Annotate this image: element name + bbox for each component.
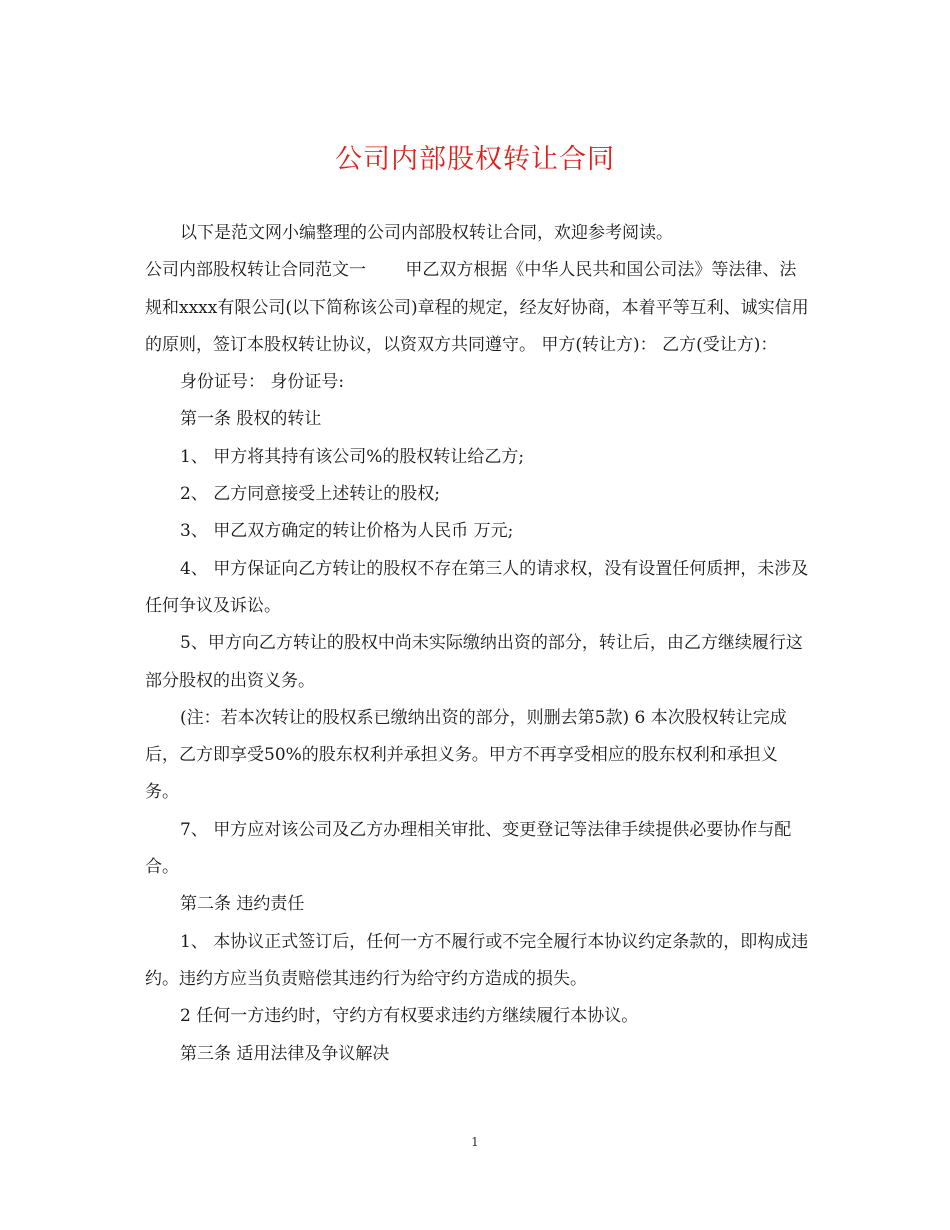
- article-1-note-clause-6: (注：若本次转让的股权系已缴纳出资的部分，则删去第5款) 6 本次股权转让完成后，乙方即享受50%的股东权利并承担义务。甲方不再享受相应的股东权利和承担义务。: [145, 707, 787, 803]
- article-1-clause-3: 3、 甲乙双方确定的转让价格为人民币 万元;: [180, 521, 514, 542]
- article-1-clause-1: 1、 甲方将其持有该公司%的股权转让给乙方;: [180, 446, 525, 467]
- article-2-clause-2: 2 任何一方违约时，守约方有权要求违约方继续履行本协议。: [180, 1006, 639, 1027]
- article-3-heading: 第三条 适用法律及争议解决: [180, 1043, 390, 1064]
- article-1-clause-2: 2、 乙方同意接受上述转让的股权;: [180, 484, 440, 505]
- preamble-paragraph: 公司内部股权转让合同范文一 甲乙双方根据《中华人民共和国公司法》等法律、法规和xxxx有限公司(以下简称该公司)章程的规定，经友好协商，本着平等互利、诚实信用的原则，签订本股权转让协议，以资双方共同遵守。 甲方(转让方)： 乙方(受让方)：: [145, 260, 809, 355]
- intro-paragraph: 以下是范文网小编整理的公司内部股权转让合同，欢迎参考阅读。: [180, 223, 673, 243]
- article-2-clause-1: 1、 本协议正式签订后，任何一方不履行或不完全履行本协议约定条款的，即构成违约。违约方应当负责赔偿其违约行为给守约方造成的损失。: [145, 931, 809, 989]
- article-1-clause-4: 4、 甲方保证向乙方转让的股权不存在第三人的请求权，没有设置任何质押，未涉及任何争议及诉讼。: [145, 558, 809, 616]
- document-body: [145, 215, 810, 1073]
- article-2-heading: 第二条 违约责任: [180, 894, 305, 915]
- article-1-heading: 第一条 股权的转让: [180, 409, 322, 430]
- article-1-clause-5: 5、甲方向乙方转让的股权中尚未实际缴纳出资的部分，转让后，由乙方继续履行这部分股权的出资义务。: [145, 633, 803, 691]
- document-title: 公司内部股权转让合同: [335, 144, 615, 175]
- page-number: 1: [471, 1135, 479, 1149]
- id-number-line: 身份证号： 身份证号:: [180, 372, 345, 393]
- article-1-clause-7: 7、 甲方应对该公司及乙方办理相关审批、变更登记等法律手续提供必要协作与配合。: [145, 819, 792, 878]
